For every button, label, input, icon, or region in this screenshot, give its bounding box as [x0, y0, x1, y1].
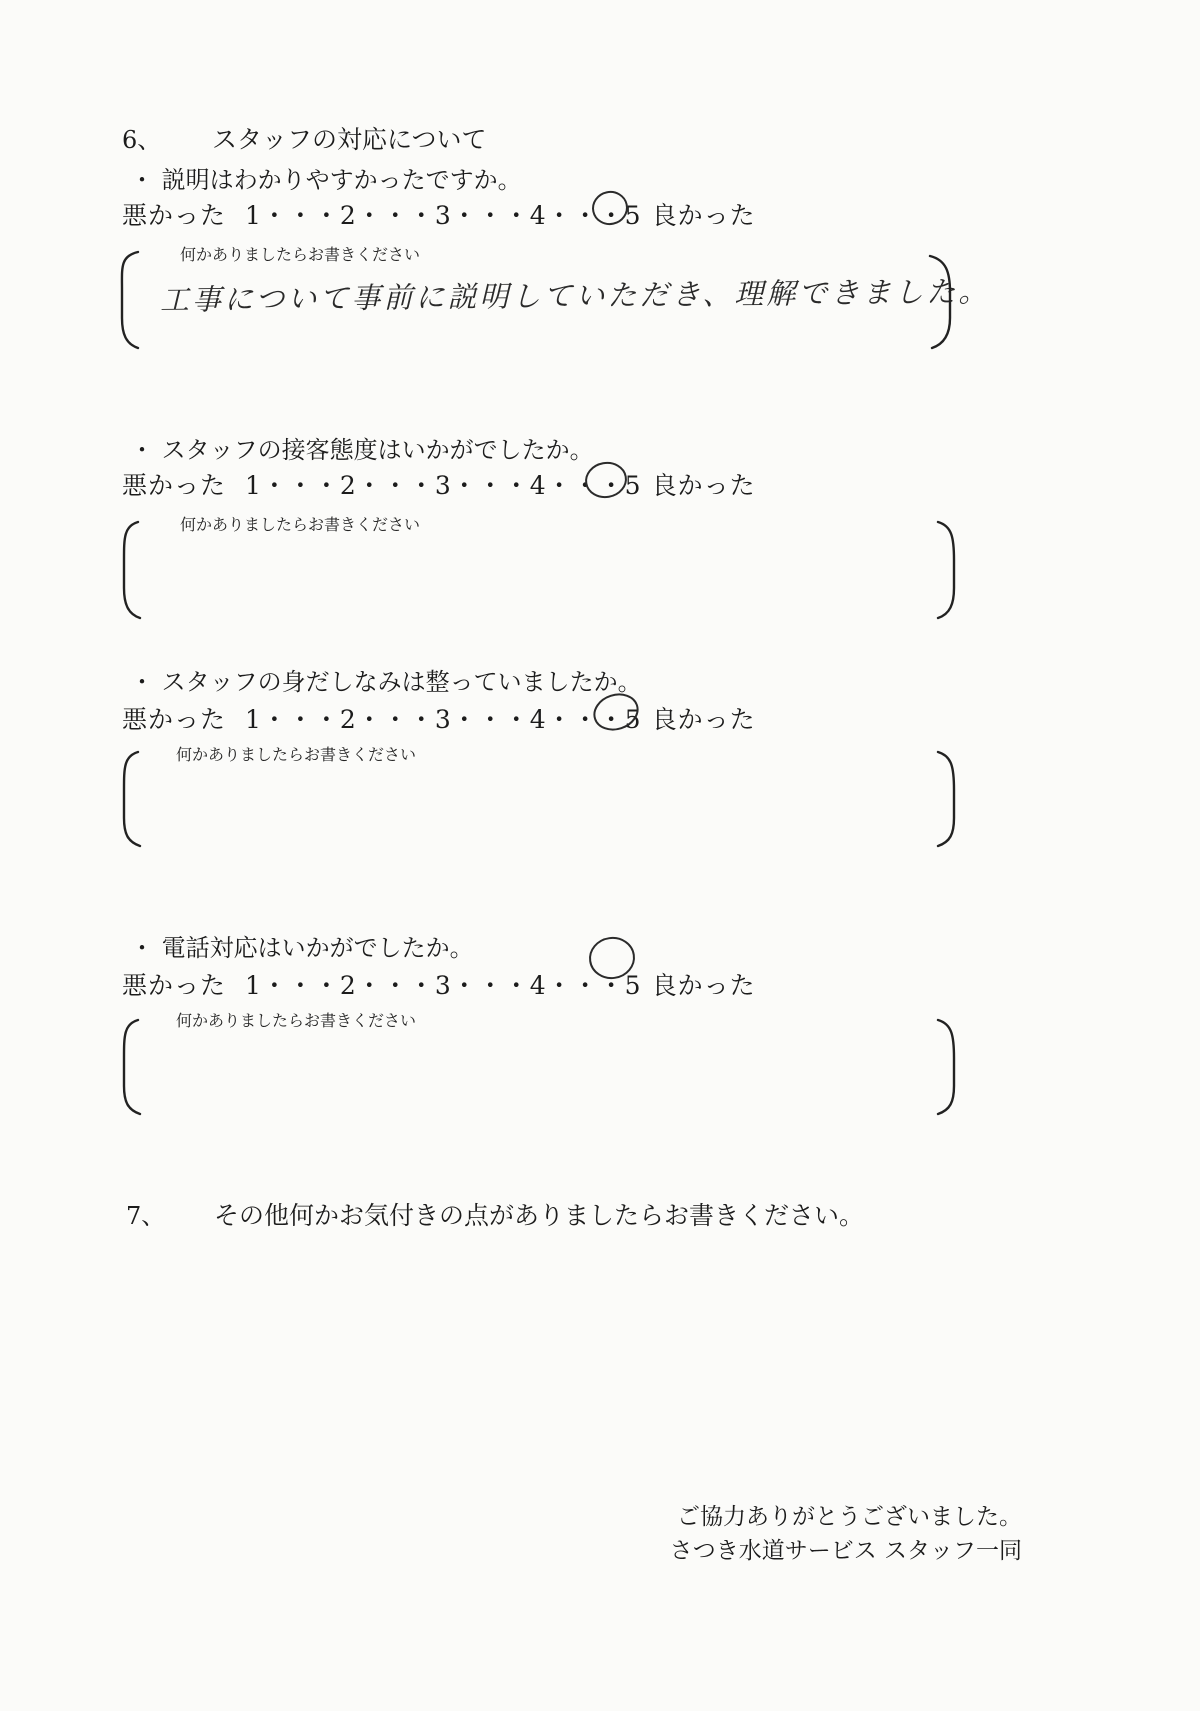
scale-point-4: 4 [529, 201, 547, 230]
scale-point-5: 5 [624, 201, 642, 230]
scale-point-3: 3 [434, 705, 452, 734]
scale-point-2: 2 [339, 471, 357, 500]
scale-low-label: 悪かった [122, 471, 227, 500]
scale-point-2: 2 [339, 705, 357, 734]
closing-signature: さつき水道サービス スタッフ一同 [669, 1538, 1022, 1564]
scale-point-3: 3 [434, 971, 452, 1000]
section-6-title: スタッフの対応について [212, 125, 487, 154]
question-1-label: ・ 説明はわかりやすかったですか。 [130, 166, 522, 194]
section-7-number: 7、 [126, 1202, 166, 1230]
scale-low-label: 悪かった [122, 201, 227, 230]
scale-point-5: 5 [624, 471, 642, 500]
comment-box-1-left-bracket [122, 252, 138, 348]
scale-point-1: 1 [244, 705, 262, 734]
question-4-comment-hint: 何かありましたらお書きください [176, 1011, 417, 1030]
comment-box-2-right-bracket [938, 522, 954, 618]
scale-point-4: 4 [529, 471, 547, 500]
selected-rating-circle-q3 [590, 689, 642, 735]
scale-high-label: 良かった [651, 201, 756, 230]
question-3-comment-hint: 何かありましたらお書きください [176, 745, 417, 764]
scale-point-2: 2 [339, 971, 357, 1000]
scale-point-2: 2 [339, 201, 357, 230]
scale-point-3: 3 [434, 471, 452, 500]
scale-low-label: 悪かった [122, 705, 227, 734]
selected-rating-circle-q4 [587, 935, 636, 981]
question-1-rating-scale: 悪かった 1・・・2・・・3・・・4・・・5 良かった [122, 201, 756, 230]
closing-thanks: ご協力ありがとうございました。 [677, 1504, 1022, 1530]
scale-point-3: 3 [434, 201, 452, 230]
section-6-number: 6、 [122, 126, 162, 154]
scale-point-4: 4 [529, 971, 547, 1000]
scale-point-1: 1 [244, 471, 262, 500]
scale-high-label: 良かった [651, 705, 756, 734]
question-4-label: ・ 電話対応はいかがでしたか。 [130, 934, 474, 962]
question-3-rating-scale: 悪かった 1・・・2・・・3・・・4・・・5 良かった [122, 705, 756, 734]
comment-box-4-right-bracket [938, 1020, 954, 1114]
question-2-rating-scale: 悪かった 1・・・2・・・3・・・4・・・5 良かった [122, 471, 756, 500]
comment-box-3-left-bracket [124, 752, 140, 846]
selected-rating-circle-q2 [583, 460, 628, 500]
section-7-title: その他何かお気付きの点がありましたらお書きください。 [214, 1201, 865, 1230]
scale-point-1: 1 [244, 201, 262, 230]
comment-box-1-right-bracket [930, 256, 950, 348]
scale-point-5: 5 [624, 971, 642, 1000]
question-2-comment-hint: 何かありましたらお書きください [180, 515, 421, 534]
scale-point-1: 1 [244, 971, 262, 1000]
scale-point-4: 4 [529, 705, 547, 734]
scale-point-5: 5 [624, 705, 642, 734]
question-1-handwritten-answer: 工事について事前に説明していただき、理解できました。 [159, 274, 991, 317]
scale-high-label: 良かった [651, 471, 756, 500]
comment-box-4-left-bracket [124, 1020, 140, 1114]
question-3-label: ・ スタッフの身だしなみは整っていましたか。 [130, 668, 642, 696]
selected-rating-circle-q1 [590, 189, 630, 227]
question-1-comment-hint: 何かありましたらお書きください [180, 245, 421, 264]
comment-box-2-left-bracket [124, 522, 140, 618]
question-2-label: ・ スタッフの接客態度はいかがでしたか。 [130, 436, 594, 464]
scale-low-label: 悪かった [122, 971, 227, 1000]
question-4-rating-scale: 悪かった 1・・・2・・・3・・・4・・・5 良かった [122, 971, 756, 1000]
scale-high-label: 良かった [651, 971, 756, 1000]
comment-box-3-right-bracket [938, 752, 954, 846]
